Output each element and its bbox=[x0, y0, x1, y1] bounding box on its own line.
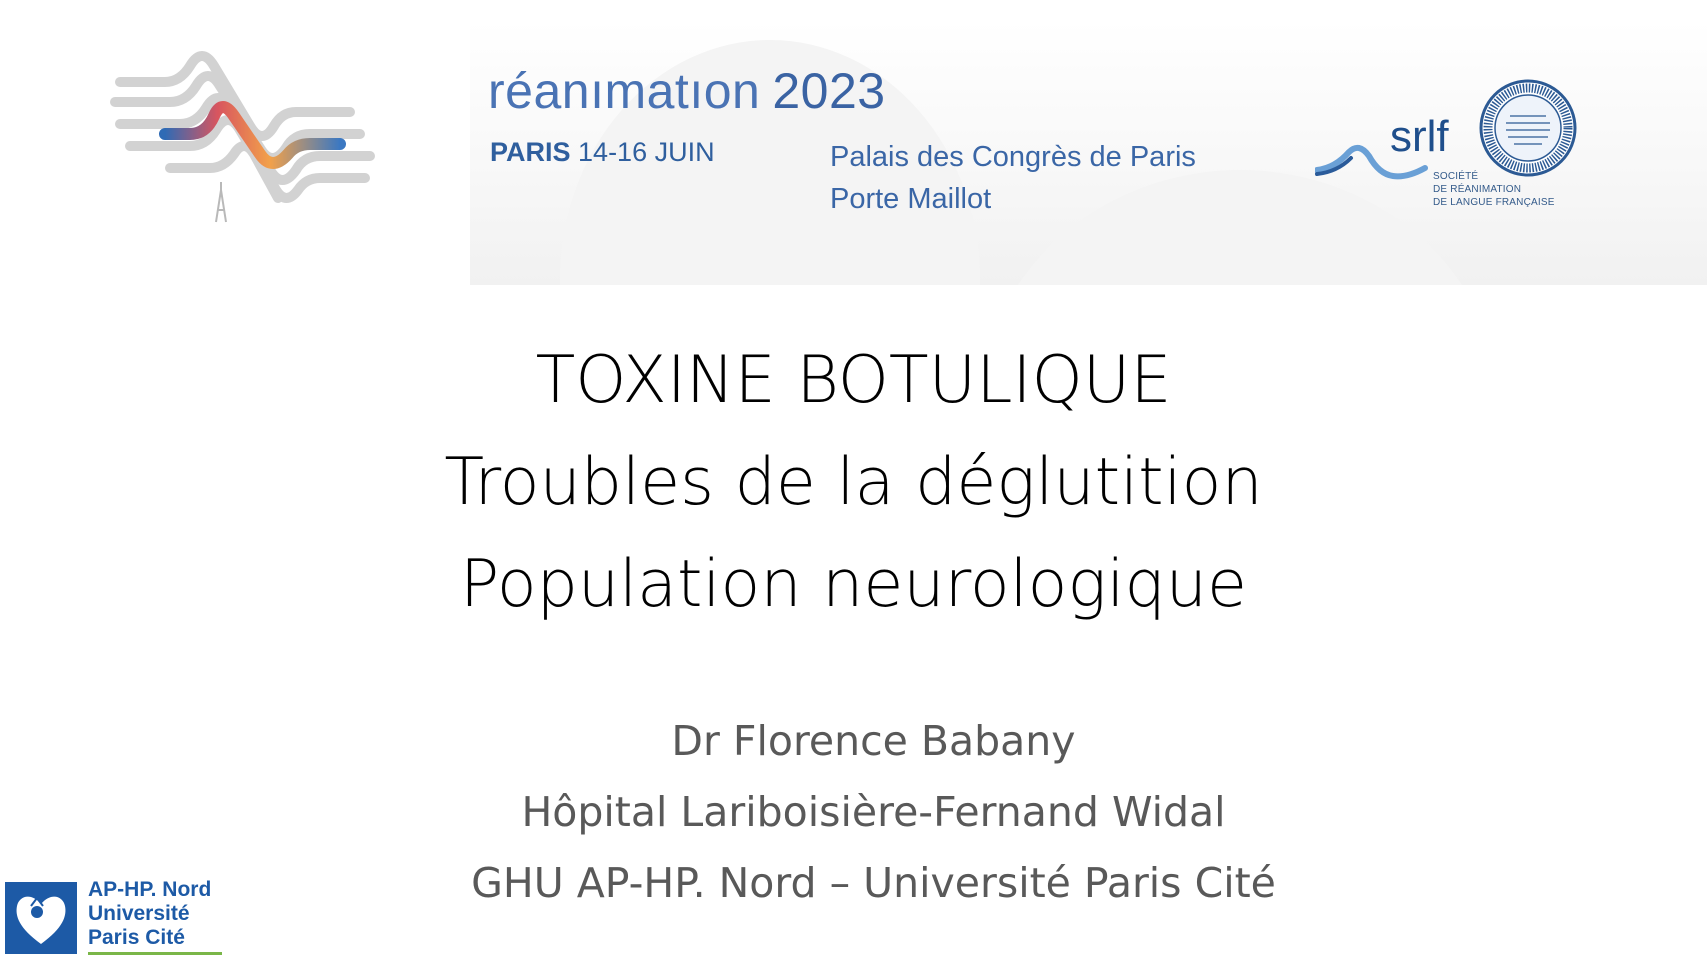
aphp-heart-icon bbox=[5, 882, 77, 954]
author-hospital: Hôpital Lariboisière-Fernand Widal bbox=[521, 788, 1226, 836]
title-line-3: Population neurologique bbox=[460, 547, 1247, 622]
slide-subtitle bbox=[20, 706, 1707, 919]
srlf-logo bbox=[1315, 70, 1585, 220]
venue-line-1: Palais des Congrès de Paris bbox=[830, 141, 1196, 173]
conference-title bbox=[488, 62, 886, 132]
conference-wave-logo bbox=[110, 30, 380, 250]
conference-word: réanımatıon bbox=[488, 63, 761, 119]
aphp-logo-underline bbox=[88, 952, 222, 955]
srlf-wordmark: srlf bbox=[1390, 112, 1449, 161]
srlf-subtitle: SOCIÉTÉ DE RÉANIMATION DE LANGUE FRANÇAISE bbox=[1433, 171, 1555, 208]
slide-title bbox=[0, 330, 1707, 636]
venue-line-2: Porte Maillot bbox=[830, 183, 992, 215]
conference-year: 2023 bbox=[772, 63, 886, 119]
conference-city-dates bbox=[490, 137, 715, 168]
title-line-2: Troubles de la déglutition bbox=[444, 445, 1263, 520]
conference-dates: 14-16 JUIN bbox=[578, 137, 715, 167]
conference-city: PARIS bbox=[490, 137, 571, 167]
author-name: Dr Florence Babany bbox=[671, 717, 1076, 765]
srlf-seal-icon bbox=[1478, 78, 1578, 178]
aphp-logo bbox=[5, 878, 235, 958]
title-line-1: TOXINE BOTULIQUE bbox=[535, 343, 1172, 418]
aphp-logo-text: AP-HP. Nord Université Paris Cité bbox=[88, 878, 212, 949]
author-institution: GHU AP-HP. Nord – Université Paris Cité bbox=[471, 859, 1276, 907]
conference-venue bbox=[830, 136, 1196, 220]
